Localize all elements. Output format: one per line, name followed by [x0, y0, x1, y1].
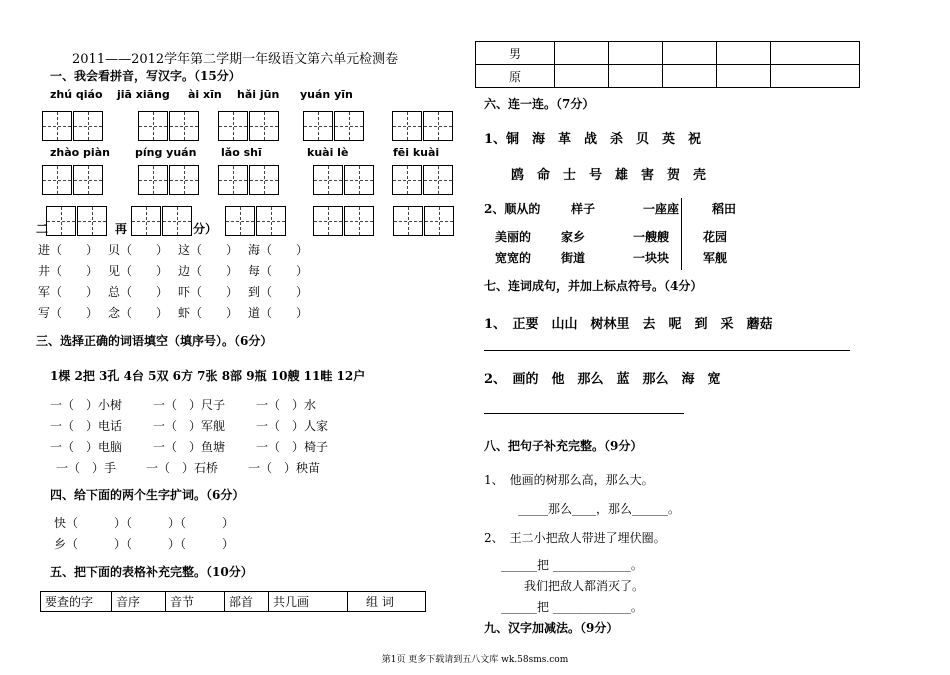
measure-word-blank: 一（ ）水 [256, 398, 317, 412]
writing-box[interactable] [42, 165, 72, 195]
table-header: 要查的字 [41, 592, 112, 612]
link-item: 样子 [571, 202, 596, 216]
section4-heading: 四、给下面的两个生字扩词。（6分） [50, 488, 245, 502]
link-item: 宽宽的 [495, 251, 532, 265]
radical-exercise-cell: 军（ ） [38, 285, 99, 299]
table-cell-char: 原 [476, 65, 555, 88]
writing-box[interactable] [424, 206, 454, 236]
table-cell[interactable] [555, 65, 609, 88]
complete-q2-fill-2[interactable]: ______把 _____________。 [501, 600, 643, 614]
pinyin-5: yuán yīn [300, 88, 353, 101]
section9-heading: 九、汉字加减法。（9分） [484, 621, 619, 635]
radical-exercise-cell: 念（ ） [108, 306, 169, 320]
table-header: 音序 [112, 592, 166, 612]
radical-exercise-cell: 进（ ） [38, 243, 99, 257]
section2-heading-end: 分） [193, 222, 218, 236]
table-cell[interactable] [609, 42, 663, 65]
link-item: 军舰 [703, 251, 728, 265]
link-row-bottom: 鸥 命 士 号 雄 害 贺 壳 [511, 168, 707, 183]
section3-heading: 三、选择正确的词语填空（填序号）。（6分） [36, 334, 273, 348]
complete-q2-middle: 我们把敌人都消灭了。 [524, 579, 645, 593]
link-q2-label: 2、顺从的 [484, 202, 541, 216]
connector-line [681, 198, 682, 270]
writing-box[interactable] [313, 165, 343, 195]
measure-word-blank: 一（ ）手 [56, 461, 117, 475]
radical-exercise-cell: 每（ ） [248, 264, 309, 278]
section6-heading: 六、连一连。（7分） [484, 97, 595, 111]
pinyin-8: lǎo shī [221, 146, 262, 159]
writing-box[interactable] [138, 165, 168, 195]
measure-word-blank: 一（ ）鱼塘 [153, 440, 226, 454]
word-expand-row-2: 乡（ ）（ ）（ ） [54, 537, 235, 551]
link-item: 家乡 [561, 230, 586, 244]
link-item: 花园 [703, 230, 728, 244]
writing-box[interactable] [392, 111, 422, 141]
section8-heading: 八、把句子补充完整。（9分） [484, 439, 643, 453]
radical-exercise-cell: 吓（ ） [178, 285, 239, 299]
writing-box[interactable] [334, 111, 364, 141]
sentence-q2: 2、 画的 他 那么 蓝 那么 海 宽 [484, 372, 721, 387]
table-header: 音节 [166, 592, 225, 612]
writing-box[interactable] [218, 165, 248, 195]
writing-box[interactable] [218, 111, 248, 141]
measure-word-blank: 一（ ）小树 [50, 398, 123, 412]
radical-exercise-cell: 总（ ） [108, 285, 169, 299]
pinyin-7: píng yuán [135, 146, 197, 159]
link-row-top: 1、铜 海 革 战 杀 贝 英 祝 [484, 132, 702, 147]
table-cell-char: 男 [476, 42, 555, 65]
table-cell[interactable] [663, 65, 717, 88]
writing-box[interactable] [46, 206, 76, 236]
pinyin-9: kuài lè [307, 146, 349, 159]
writing-box[interactable] [73, 111, 103, 141]
section2-heading-mid: 再 [115, 222, 128, 236]
answer-line[interactable] [484, 413, 684, 414]
writing-box[interactable] [131, 206, 161, 236]
table-cell[interactable] [609, 65, 663, 88]
link-item: 街道 [561, 251, 586, 265]
link-item: 稻田 [712, 202, 737, 216]
radical-exercise-cell: 道（ ） [248, 306, 309, 320]
pinyin-4: hǎi jūn [237, 88, 280, 101]
writing-box[interactable] [77, 206, 107, 236]
table-header: 组 词 [348, 592, 426, 612]
link-item: 一块块 [633, 251, 670, 265]
writing-box[interactable] [249, 111, 279, 141]
complete-q2-fill-1[interactable]: ______把 _____________。 [501, 558, 643, 572]
answer-line[interactable] [484, 350, 850, 351]
measure-word-blank: 一（ ）石桥 [146, 461, 219, 475]
page-title: 2011——2012学年第二学期一年级语文第六单元检测卷 [72, 52, 399, 67]
writing-box[interactable] [256, 206, 286, 236]
measure-word-blank: 一（ ）椅子 [256, 440, 329, 454]
table-cell[interactable] [717, 42, 771, 65]
complete-q1: 1、 他画的树那么高，那么大。 [484, 473, 654, 487]
pinyin-1: zhú qiáo [50, 88, 103, 101]
writing-box[interactable] [73, 165, 103, 195]
writing-box[interactable] [249, 165, 279, 195]
pinyin-3: ài xīn [188, 88, 222, 101]
table-cell[interactable] [771, 65, 860, 88]
measure-word-blank: 一（ ）秧苗 [248, 461, 321, 475]
link-item: 美丽的 [495, 230, 532, 244]
complete-q2: 2、 王二小把敌人带进了埋伏圈。 [484, 531, 666, 545]
pinyin-10: fēi kuài [393, 146, 440, 159]
writing-box[interactable] [162, 206, 192, 236]
writing-box[interactable] [303, 111, 333, 141]
writing-box[interactable] [392, 165, 422, 195]
writing-box[interactable] [225, 206, 255, 236]
table-cell[interactable] [717, 65, 771, 88]
dictionary-table-continued [475, 41, 860, 88]
section1-heading: 一、我会看拼音，写汉字。（15分） [50, 69, 241, 83]
measure-word-blank: 一（ ）电话 [50, 419, 123, 433]
measure-word-blank: 一（ ）尺子 [153, 398, 226, 412]
measure-word-options: 1棵 2把 3孔 4台 5双 6方 7张 8部 9瓶 10艘 11畦 12户 [50, 369, 366, 383]
table-header: 共几画 [269, 592, 348, 612]
sentence-q1: 1、 正要 山山 树林里 去 呢 到 采 蘑菇 [484, 317, 773, 332]
radical-exercise-cell: 井（ ） [38, 264, 99, 278]
table-cell[interactable] [663, 42, 717, 65]
measure-word-blank: 一（ ）军舰 [153, 419, 226, 433]
table-cell[interactable] [555, 42, 609, 65]
radical-exercise-cell: 虾（ ） [178, 306, 239, 320]
word-expand-row-1: 快（ ）（ ）（ ） [54, 516, 235, 530]
section7-heading: 七、连词成句，并加上标点符号。（4分） [484, 279, 703, 293]
measure-word-blank: 一（ ）电脑 [50, 440, 123, 454]
table-header: 部首 [225, 592, 269, 612]
radical-exercise-cell: 写（ ） [38, 306, 99, 320]
writing-box[interactable] [423, 165, 453, 195]
link-item: 一艘艘 [633, 230, 670, 244]
table-cell[interactable] [771, 42, 860, 65]
page-footer: 第1页 更多下载请到五八文库 wk.58sms.com [381, 655, 569, 665]
writing-box[interactable] [313, 206, 343, 236]
radical-exercise-cell: 这（ ） [178, 243, 239, 257]
writing-box[interactable] [393, 206, 423, 236]
section2-heading-start: 二 [36, 222, 49, 236]
writing-box[interactable] [169, 111, 199, 141]
radical-exercise-cell: 贝（ ） [108, 243, 169, 257]
radical-exercise-cell: 海（ ） [248, 243, 309, 257]
writing-box[interactable] [423, 111, 453, 141]
radical-exercise-cell: 见（ ） [108, 264, 169, 278]
writing-box[interactable] [138, 111, 168, 141]
writing-box[interactable] [344, 206, 374, 236]
section5-heading: 五、把下面的表格补充完整。（10分） [50, 565, 253, 579]
complete-q1-fill[interactable]: _____那么____，那么______。 [518, 502, 681, 516]
writing-box[interactable] [42, 111, 72, 141]
pinyin-6: zhào piàn [50, 146, 110, 159]
pinyin-2: jiā xiāng [117, 88, 170, 101]
measure-word-blank: 一（ ）人家 [256, 419, 329, 433]
radical-exercise-cell: 到（ ） [248, 285, 309, 299]
link-item: 一座座 [643, 202, 680, 216]
writing-box[interactable] [344, 165, 374, 195]
writing-box[interactable] [169, 165, 199, 195]
dictionary-table [40, 591, 426, 612]
radical-exercise-cell: 边（ ） [178, 264, 239, 278]
